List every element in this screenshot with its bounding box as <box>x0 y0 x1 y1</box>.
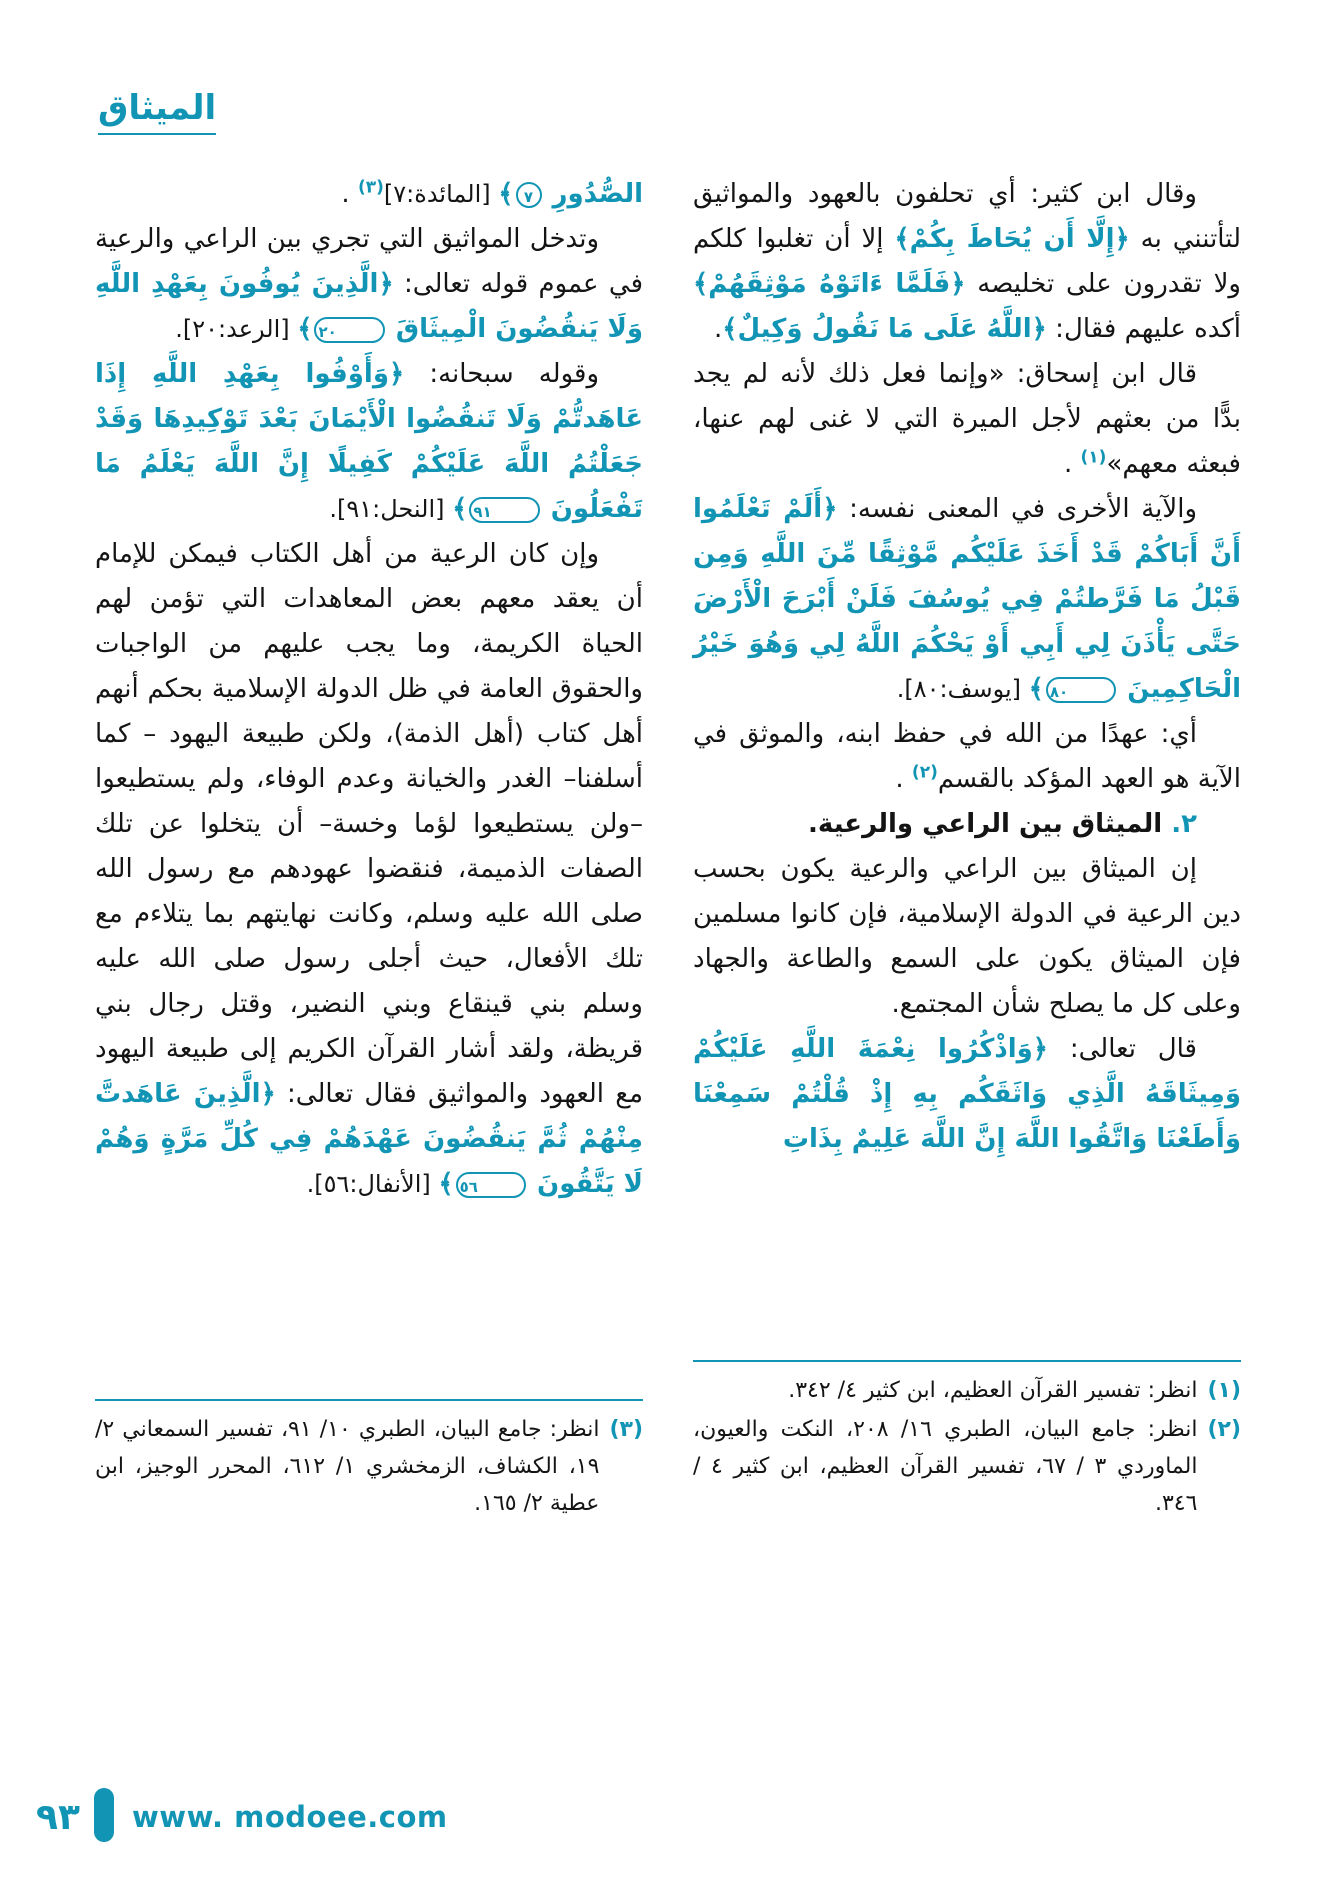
footnote-separator-right <box>693 1360 1241 1362</box>
footnote-marker: (١) <box>1080 447 1107 468</box>
quran-verse: ﴿فَلَمَّا ءَاتَوْهُ مَوْثِقَهُمْ﴾ <box>693 269 966 299</box>
body-text: إلا أن تغلبوا كلكم ولا تقدرون على تخليصه <box>693 224 1241 299</box>
quran-verse: ﴾ <box>452 494 468 524</box>
body-text: أي: عهدًا من الله في حفظ ابنه، والموثق في الآية هو العهد المؤكد بالقسم <box>693 719 1241 794</box>
heading-number: ٢. <box>1171 809 1197 839</box>
column-left <box>95 172 643 1524</box>
quran-verse: الصُّدُورِ <box>543 179 643 209</box>
footnote-separator-left <box>95 1399 643 1401</box>
footnote-list-left <box>95 1411 643 1522</box>
footnote-marker: (٢) <box>911 762 938 783</box>
page-footer <box>0 1786 1339 1842</box>
body-text: إن الميثاق بين الراعي والرعية يكون بحسب دين الرعية في الدولة الإسلامية، فإن كانوا مسلمين فإن الميثاق يكون على السمع والطاعة والجهاد وعلى كل ما يصلح شأن المجتمع. <box>693 854 1241 1019</box>
quran-verse: ﴾ <box>498 179 514 209</box>
footnotes-left <box>95 1399 643 1524</box>
page-header <box>98 88 216 135</box>
footnote-list-right <box>693 1372 1241 1522</box>
quran-verse: ﴾ <box>438 1169 454 1199</box>
verse-reference: [الأنفال:٥٦]. <box>306 1170 439 1198</box>
footnotes-right <box>693 1360 1241 1524</box>
paragraph <box>693 802 1241 847</box>
quran-verse: ﴿الَّذِينَ عَاهَدتَّ مِنْهُمْ ثُمَّ يَنقُضُونَ عَهْدَهُمْ فِي كُلِّ مَرَّةٍ وَهُمْ لَا يَتَّقُونَ <box>95 1079 643 1199</box>
body-text: . <box>1063 449 1081 479</box>
column-right <box>693 172 1241 1524</box>
paragraph <box>693 712 1241 802</box>
quran-verse: ﴿أَلَمْ تَعْلَمُوا أَنَّ أَبَاكُمْ قَدْ أَخَذَ عَلَيْكُم مَّوْثِقًا مِّنَ اللَّهِ وَمِن قَبْلُ مَا فَرَّطتُمْ فِي يُوسُفَ فَلَنْ أَبْرَحَ الْأَرْضَ حَتَّى يَأْذَنَ لِي أَبِي أَوْ يَحْكُمَ اللَّهُ لِي وَهُوَ خَيْرُ الْحَاكِمِينَ <box>693 494 1241 704</box>
body-text: قال تعالى: <box>1048 1034 1197 1064</box>
page-content <box>95 172 1241 1524</box>
body-text: وقوله سبحانه: <box>404 359 599 389</box>
website-link[interactable]: www. modoee.com <box>132 1800 448 1834</box>
ayah-number: ٥٦ <box>456 1172 526 1198</box>
body-text: وإن كان الرعية من أهل الكتاب فيمكن للإمام أن يعقد معهم بعض المعاهدات التي تؤمن لهم الحياة الكريمة، وما يجب عليهم من الواجبات والحقوق العامة في ظل الدولة الإسلامية بحكم أنهم أهل كتاب (أهل الذمة)، ولكن طبيعة اليهود – كما أسلفنا– الغدر والخيانة وعدم الوفاء، ولم يستطيعوا –ولن يستطيعوا لؤما وخسة– أن يتخلوا عن تلك الصفات الذميمة، فنقضوا عهودهم مع رسول الله صلى الله عليه وسلم، وكانت نهايتهم بما يتلاءم مع تلك الأفعال، حيث أجلى رسول صلى الله عليه وسلم بني قينقاع وبني النضير، وقتل رجال بني قريظة، ولقد أشار القرآن الكريم إلى طبيعة اليهود مع العهود والمواثيق فقال تعالى: <box>95 539 644 1109</box>
paragraph <box>693 172 1241 352</box>
ayah-number: ٨٠ <box>1046 677 1116 703</box>
footnote-number: (٢) <box>1207 1417 1241 1442</box>
paragraph <box>693 487 1241 712</box>
verse-reference: [يوسف:٨٠]. <box>896 675 1029 703</box>
header-underline <box>98 133 216 135</box>
footnote-text: انظر: جامع البيان، الطبري ١٦/ ٢٠٨، النكت والعيون، الماوردي ٣ / ٦٧، تفسير القرآن العظيم، ابن كثير ٤ / ٣٤٦. <box>693 1417 1198 1516</box>
heading-text: الميثاق بين الراعي والرعية. <box>808 809 1172 839</box>
footnote-number: (٣) <box>609 1417 643 1442</box>
paragraph <box>95 352 643 532</box>
quran-verse: ﴿الَّذِينَ يُوفُونَ بِعَهْدِ اللَّهِ وَلَا يَنقُضُونَ الْمِيثَاقَ <box>95 269 643 344</box>
column-right-paragraphs <box>693 172 1241 1162</box>
chapter-title: الميثاق <box>98 88 217 128</box>
quran-verse: ﴿إِلَّا أَن يُحَاطَ بِكُمْ﴾ <box>894 224 1130 254</box>
quran-verse: ﴾ <box>297 314 313 344</box>
ayah-number: ٧ <box>516 182 542 208</box>
paragraph <box>693 847 1241 1027</box>
paragraph <box>95 532 643 1207</box>
verse-reference: [الرعد:٢٠]. <box>175 315 298 343</box>
paragraph <box>95 172 643 217</box>
footnote-number: (١) <box>1207 1378 1241 1403</box>
body-text: قال ابن إسحاق: «وإنما فعل ذلك لأنه لم يجد بدًّا من بعثهم لأجل الميرة التي لا غنى لهم عنها، فبعثه معهم» <box>693 359 1241 479</box>
body-text: . <box>895 764 912 794</box>
footnote-text: انظر: تفسير القرآن العظيم، ابن كثير ٤/ ٣٤٢. <box>788 1378 1198 1403</box>
body-text: أكده عليهم فقال: <box>1046 314 1241 344</box>
body-text: . <box>341 179 358 209</box>
paragraph <box>693 352 1241 487</box>
footnote-marker: (٣) <box>357 177 384 198</box>
ayah-number: ٢٠ <box>314 317 384 343</box>
footer-accent-bar <box>94 1788 114 1842</box>
quran-verse: ﴿وَأَوْفُوا بِعَهْدِ اللَّهِ إِذَا عَاهَدتُّمْ وَلَا تَنقُضُوا الْأَيْمَانَ بَعْدَ تَوْكِيدِهَا وَقَدْ جَعَلْتُمُ اللَّهَ عَلَيْكُمْ كَفِيلًا إِنَّ اللَّهَ يَعْلَمُ مَا تَفْعَلُونَ <box>95 359 643 524</box>
column-left-paragraphs <box>95 172 643 1207</box>
paragraph <box>95 217 643 352</box>
page-number: ٩٣ <box>36 1797 80 1838</box>
body-text: وقال ابن كثير: أي تحلفون بالعهود والمواثيق لتأتنني به <box>693 179 1241 254</box>
paragraph <box>693 1027 1241 1162</box>
quran-verse: ﴿اللَّهُ عَلَى مَا نَقُولُ وَكِيلٌ﴾ <box>722 314 1047 344</box>
footnote <box>95 1411 643 1522</box>
footnote-text: انظر: جامع البيان، الطبري ١٠/ ٩١، تفسير السمعاني ٢/ ١٩، الكشاف، الزمخشري ١/ ٦١٢، المحرر الوجيز، ابن عطية ٢/ ١٦٥. <box>95 1417 600 1516</box>
quran-verse: ﴾ <box>1028 674 1044 704</box>
quran-verse: ﴿وَاذْكُرُوا نِعْمَةَ اللَّهِ عَلَيْكُمْ وَمِيثَاقَهُ الَّذِي وَاثَقَكُم بِهِ إِذْ قُلْتُمْ سَمِعْنَا وَأَطَعْنَا وَاتَّقُوا اللَّهَ إِنَّ اللَّهَ عَلِيمٌ بِذَاتِ <box>693 1034 1241 1154</box>
verse-reference: [النحل:٩١]. <box>329 495 453 523</box>
body-text: وتدخل المواثيق التي تجري بين الراعي والرعية في عموم قوله تعالى: <box>95 224 644 299</box>
body-text: والآية الأخرى في المعنى نفسه: <box>837 494 1198 524</box>
body-text: . <box>713 314 723 344</box>
footnote <box>693 1372 1241 1409</box>
verse-reference: [المائدة:٧] <box>383 180 499 208</box>
footnote <box>693 1411 1241 1522</box>
ayah-number: ٩١ <box>469 497 539 523</box>
